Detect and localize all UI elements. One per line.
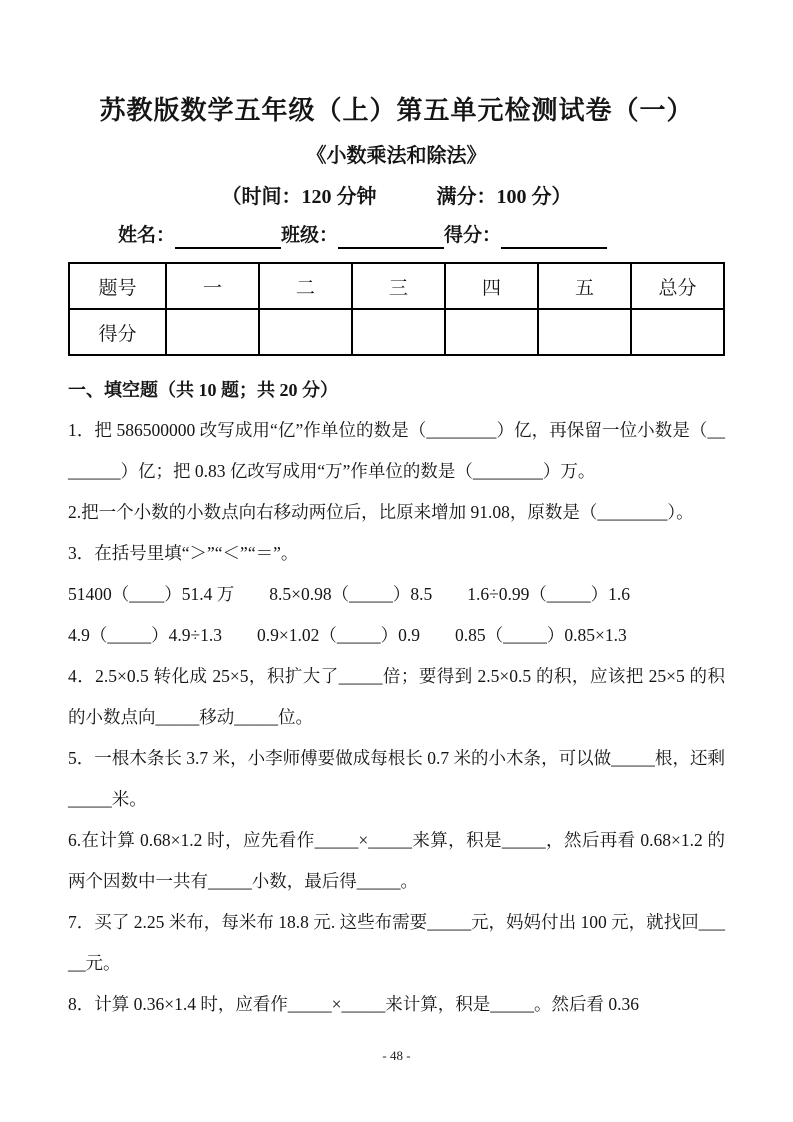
- question-4: 4．2.5×0.5 转化成 25×5，积扩大了_____倍；要得到 2.5×0.5 的积，应该把 25×5 的积的小数点向_____移动_____位。: [68, 666, 725, 727]
- table-cell-score-3: [352, 309, 445, 355]
- question-8: 8．计算 0.36×1.4 时，应看作_____×_____来计算，积是_____。然后看 0.36: [68, 994, 639, 1014]
- score-table: [68, 262, 725, 356]
- question-5: 5．一根木条长 3.7 米，小李师傅要做成每根长 0.7 米的小木条，可以做_____根，还剩_____米。: [68, 748, 725, 809]
- questions-list: [68, 410, 725, 1025]
- class-blank: [338, 223, 444, 249]
- table-cell-section-3: 三: [352, 263, 445, 309]
- table-cell-section-5: 五: [538, 263, 631, 309]
- question-3-compare-line-1: 51400（____）51.4 万 8.5×0.98（_____）8.5 1.6÷0.99（_____）1.6: [68, 584, 630, 604]
- student-info-row: [118, 223, 725, 249]
- page-subtitle: 《小数乘法和除法》: [306, 145, 487, 167]
- question-1: 1．把 586500000 改写成用“亿”作单位的数是（________）亿，再保留一位小数是（________）亿；把 0.83 亿改写成用“万”作单位的数是（________）万。: [68, 420, 725, 481]
- exam-info: （时间：120 分钟 满分：100 分）: [221, 186, 572, 208]
- class-field: [281, 223, 444, 249]
- table-cell-score-2: [259, 309, 352, 355]
- table-cell-question-number: 题号: [69, 263, 166, 309]
- question-2: 2.把一个小数的小数点向右移动两位后，比原来增加 91.08，原数是（________）。: [68, 502, 694, 522]
- table-cell-score-total: [631, 309, 724, 355]
- name-label: 姓名：: [118, 225, 176, 246]
- class-label: 班级：: [281, 225, 339, 246]
- table-cell-score-4: [445, 309, 538, 355]
- score-field: [444, 223, 607, 249]
- question-6: 6.在计算 0.68×1.2 时，应先看作_____×_____来算，积是_____，然后再看 0.68×1.2 的两个因数中一共有_____小数，最后得_____。: [68, 830, 725, 891]
- name-field: [118, 223, 281, 249]
- table-cell-total: 总分: [631, 263, 724, 309]
- name-blank: [175, 223, 281, 249]
- score-label: 得分：: [444, 225, 502, 246]
- section-heading: 一、填空题（共 10 题；共 20 分）: [68, 380, 338, 400]
- score-table-score-row: [69, 309, 724, 355]
- table-cell-score-1: [166, 309, 259, 355]
- question-3-compare-line-2: 4.9（_____）4.9÷1.3 0.9×1.02（_____）0.9 0.85（_____）0.85×1.3: [68, 625, 627, 645]
- page-title: 苏教版数学五年级（上）第五单元检测试卷（一）: [99, 96, 694, 125]
- page-number: - 48 -: [382, 1048, 411, 1063]
- question-3: 3．在括号里填“＞”“＜”“＝”。: [68, 543, 299, 563]
- table-cell-section-2: 二: [259, 263, 352, 309]
- table-cell-score-5: [538, 309, 631, 355]
- table-cell-section-4: 四: [445, 263, 538, 309]
- table-cell-score-label: 得分: [69, 309, 166, 355]
- table-cell-section-1: 一: [166, 263, 259, 309]
- score-blank: [501, 223, 607, 249]
- score-table-header-row: [69, 263, 724, 309]
- question-7: 7．买了 2.25 米布，每米布 18.8 元. 这些布需要_____元，妈妈付出 100 元，就找回_____元。: [68, 912, 725, 973]
